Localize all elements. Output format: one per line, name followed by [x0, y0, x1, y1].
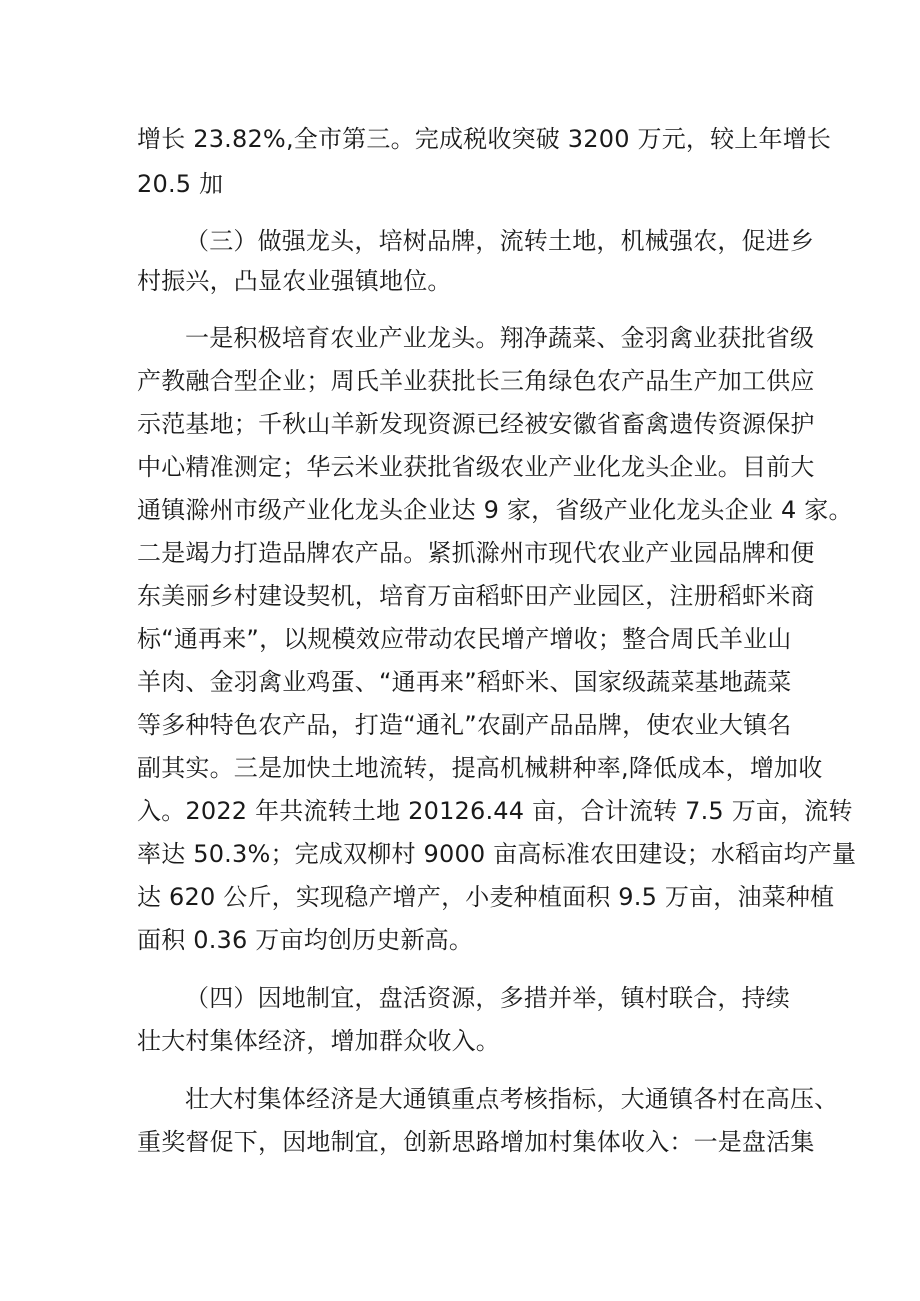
text-line: 中心精准测定；华云米业获批省级农业产业化龙头企业。目前大: [137, 453, 815, 481]
text-line: 标“通再来”，以规模效应带动农民增产增收；整合周氏羊业山: [137, 625, 792, 653]
section-heading-line: （四）因地制宜，盘活资源，多措并举，镇村联合，持续: [185, 984, 790, 1012]
text-line: 重奖督促下，因地制宜，创新思路增加村集体收入：一是盘活集: [137, 1128, 815, 1156]
text-line: 二是竭力打造品牌农产品。紧抓滁州市现代农业产业园品牌和便: [137, 539, 815, 567]
text-line: 东美丽乡村建设契机，培育万亩稻虾田产业园区，注册稻虾米商: [137, 582, 815, 610]
text-line: 通镇滁州市级产业化龙头企业达 9 家，省级产业化龙头企业 4 家。: [137, 496, 853, 524]
text-line: 达 620 公斤，实现稳产增产，小麦种植面积 9.5 万亩，油菜种植: [137, 883, 835, 911]
text-line: 增长 23.82%,全市第三。完成税收突破 3200 万元，较上年增长: [137, 125, 832, 153]
text-line: 入。2022 年共流转土地 20126.44 亩，合计流转 7.5 万亩，流转: [137, 797, 853, 825]
text-line: 壮大村集体经济是大通镇重点考核指标，大通镇各村在高压、: [185, 1085, 839, 1113]
text-line: 副其实。三是加快土地流转，提高机械耕种率,降低成本，增加收: [137, 754, 823, 782]
text-line: 羊肉、金羽禽业鸡蛋、“通再来”稻虾米、国家级蔬菜基地蔬菜: [137, 668, 792, 696]
section-heading-line: （三）做强龙头，培树品牌，流转土地，机械强农，促进乡: [185, 227, 815, 255]
text-line: 产教融合型企业；周氏羊业获批长三角绿色农产品生产加工供应: [137, 367, 815, 395]
text-line: 率达 50.3%；完成双柳村 9000 亩高标准农田建设；水稻亩均产量: [137, 840, 857, 868]
text-line: 面积 0.36 万亩均创历史新高。: [137, 926, 474, 954]
section-heading-line: 村振兴，凸显农业强镇地位。: [137, 267, 452, 295]
text-line: 一是积极培育农业产业龙头。翔净蔬菜、金羽禽业获批省级: [185, 324, 815, 352]
section-heading-line: 壮大村集体经济，增加群众收入。: [137, 1027, 500, 1055]
text-line: 示范基地；千秋山羊新发现资源已经被安徽省畜禽遗传资源保护: [137, 410, 815, 438]
text-line: 等多种特色农产品，打造“通礼”农副产品品牌，使农业大镇名: [137, 711, 792, 739]
text-line: 20.5 加: [137, 170, 224, 198]
